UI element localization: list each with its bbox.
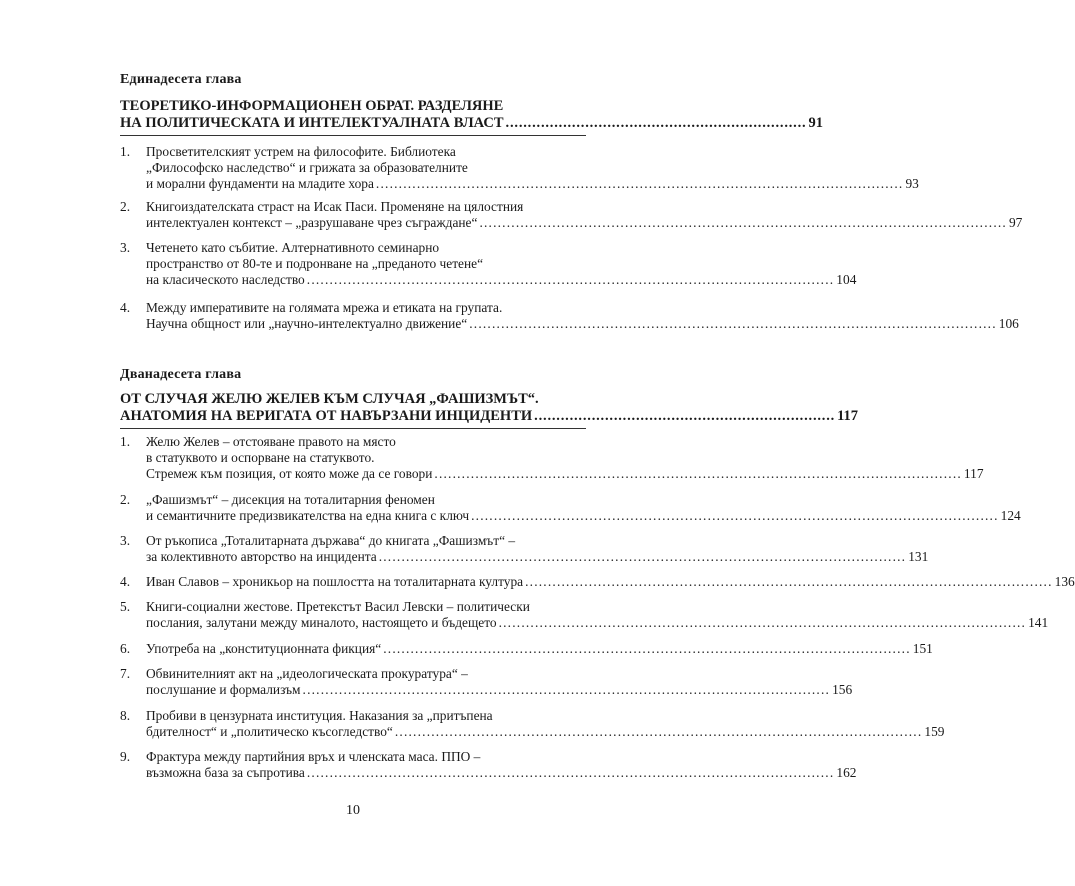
entry-line: Обвинителният акт на „идеологическата прокуратура“ – (146, 666, 468, 681)
entry-text: Употреба на „конституционната фикция“ (146, 641, 382, 656)
entry-number: 5. (120, 599, 131, 614)
entry-number: 3. (120, 533, 131, 548)
dot-leader: .................................................................................................................... (479, 215, 1007, 230)
entry-page-number: 106 (998, 316, 1019, 331)
chapter-page-number: 117 (837, 408, 859, 424)
chapter-label: Единадесета глава (120, 72, 242, 87)
entry-line: „Философско наследство“ и грижата за образователните (146, 160, 468, 175)
entry-number: 6. (120, 641, 131, 656)
entry-number: 7. (120, 666, 131, 681)
entry-number: 1. (120, 144, 131, 159)
entry-text: възможна база за съпротива (146, 765, 305, 780)
dot-leader: .................................................................................................................... (394, 724, 923, 739)
entry-page-number: 124 (1000, 508, 1021, 523)
dot-leader: .................................................................................................................... (469, 316, 997, 331)
dot-leader: .................................................................................................................... (434, 466, 962, 481)
entry-number: 2. (120, 492, 131, 507)
chapter-divider (120, 135, 586, 136)
dot-leader: .................................................................................................................... (375, 176, 904, 191)
entry-number: 8. (120, 708, 131, 723)
entry-text: и морални фундаменти на младите хора (146, 176, 374, 191)
entry-line: Книги-социални жестове. Претекстът Васил Левски – политически (146, 599, 530, 614)
entry-text: послушание и формализъм (146, 682, 301, 697)
entry-text: на класическото наследство (146, 272, 305, 287)
entry-line-last (146, 272, 857, 288)
entry-number: 3. (120, 240, 131, 255)
dot-leader: .................................................................................................................... (498, 615, 1027, 630)
dot-leader: .................................................................................................................... (525, 574, 1053, 589)
dot-leader: .................................................................................................................... (378, 549, 907, 564)
entry-number: 9. (120, 749, 131, 764)
entry-line: в статуквото и оспорване на статуквото. (146, 450, 375, 465)
entry-line-last (146, 615, 1049, 631)
dot-leader: .................................................................... (534, 408, 836, 424)
entry-page-number: 151 (912, 641, 933, 656)
entry-page-number: 97 (1008, 215, 1023, 230)
entry-text: Иван Славов – хроникьор на пошлостта на тоталитарната култура (146, 574, 524, 589)
entry-page-number: 136 (1054, 574, 1075, 589)
entry-page-number: 131 (908, 549, 929, 564)
entry-line-last (146, 724, 945, 740)
entry-line-last (146, 316, 1019, 332)
chapter-label: Дванадесета глава (120, 367, 242, 382)
chapter-title-line: ОТ СЛУЧАЯ ЖЕЛЮ ЖЕЛЕВ КЪМ СЛУЧАЯ „ФАШИЗМЪТ“. (120, 391, 539, 407)
entry-line-last (146, 574, 1075, 590)
entry-line-last (146, 215, 1023, 231)
chapter-title-line: ТЕОРЕТИКО-ИНФОРМАЦИОНЕН ОБРАТ. РАЗДЕЛЯНЕ (120, 98, 504, 114)
dot-leader: .................................................................................................................... (471, 508, 999, 523)
entry-line-last (146, 466, 984, 482)
entry-number: 4. (120, 300, 131, 315)
chapter-divider (120, 428, 586, 429)
entry-line-last (146, 641, 933, 657)
chapter-title[interactable] (120, 391, 859, 425)
entry-line-last (146, 508, 1021, 524)
entry-number: 4. (120, 574, 131, 589)
entry-page-number: 162 (836, 765, 857, 780)
entry-line: пространство от 80-те и подронване на „преданото четене“ (146, 256, 484, 271)
entry-number: 1. (120, 434, 131, 449)
entry-page-number: 93 (905, 176, 919, 191)
entry-text: и семантичните предизвикателства на една книга с ключ (146, 508, 470, 523)
entry-line: Книгоиздателската страст на Исак Паси. Променяне на цялостния (146, 199, 524, 214)
entry-line: Пробиви в цензурната институция. Наказания за „притъпена (146, 708, 493, 723)
entry-text: бдителност“ и „политическо късогледство“ (146, 724, 393, 739)
dot-leader: .................................................................................................................... (383, 641, 911, 656)
entry-line-last (146, 682, 853, 698)
entry-text: за колективното авторство на инцидента (146, 549, 377, 564)
entry-line-last (146, 765, 857, 781)
entry-line: Между императивите на голямата мрежа и етиката на групата. (146, 300, 503, 315)
entry-line: Четенето като събитие. Алтернативното семинарно (146, 240, 440, 255)
entry-line: От ръкописа „Тоталитарната държава“ до книгата „Фашизмът“ – (146, 533, 516, 548)
chapter-title-text: АНАТОМИЯ НА ВЕРИГАТА ОТ НАВЪРЗАНИ ИНЦИДЕНТИ (120, 408, 533, 424)
chapter-page-number: 91 (808, 115, 823, 131)
entry-page-number: 117 (963, 466, 984, 481)
entry-text: послания, залутани между миналото, настоящето и бъдещето (146, 615, 497, 630)
entry-number: 2. (120, 199, 131, 214)
entry-text: Научна общност или „научно-интелектуално движение“ (146, 316, 468, 331)
chapter-title-text: НА ПОЛИТИЧЕСКАТА И ИНТЕЛЕКТУАЛНАТА ВЛАСТ (120, 115, 504, 131)
page-number: 10 (346, 803, 360, 818)
entry-line-last (146, 549, 929, 565)
entry-text: Стремеж към позиция, от която може да се говори (146, 466, 433, 481)
chapter-title-line-last (120, 115, 823, 132)
entry-line: „Фашизмът“ – дисекция на тоталитарния феномен (146, 492, 435, 507)
dot-leader: .................................................................................................................... (306, 765, 835, 780)
entry-line: Просветителският устрем на философите. Библиотека (146, 144, 456, 159)
entry-text: интелектуален контекст – „разрушаване чрез съграждане“ (146, 215, 478, 230)
entry-page-number: 156 (832, 682, 853, 697)
entry-page-number: 104 (836, 272, 857, 287)
entry-line: Фрактура между партийния връх и членската маса. ППО – (146, 749, 481, 764)
dot-leader: .................................................................................................................... (306, 272, 835, 287)
chapter-title-line-last (120, 408, 859, 425)
chapter-title[interactable] (120, 98, 823, 132)
entry-page-number: 159 (924, 724, 945, 739)
dot-leader: .................................................................................................................... (302, 682, 831, 697)
entry-line-last (146, 176, 919, 192)
entry-line: Желю Желев – отстояване правото на място (146, 434, 396, 449)
dot-leader: .................................................................... (505, 115, 807, 131)
entry-page-number: 141 (1028, 615, 1049, 630)
